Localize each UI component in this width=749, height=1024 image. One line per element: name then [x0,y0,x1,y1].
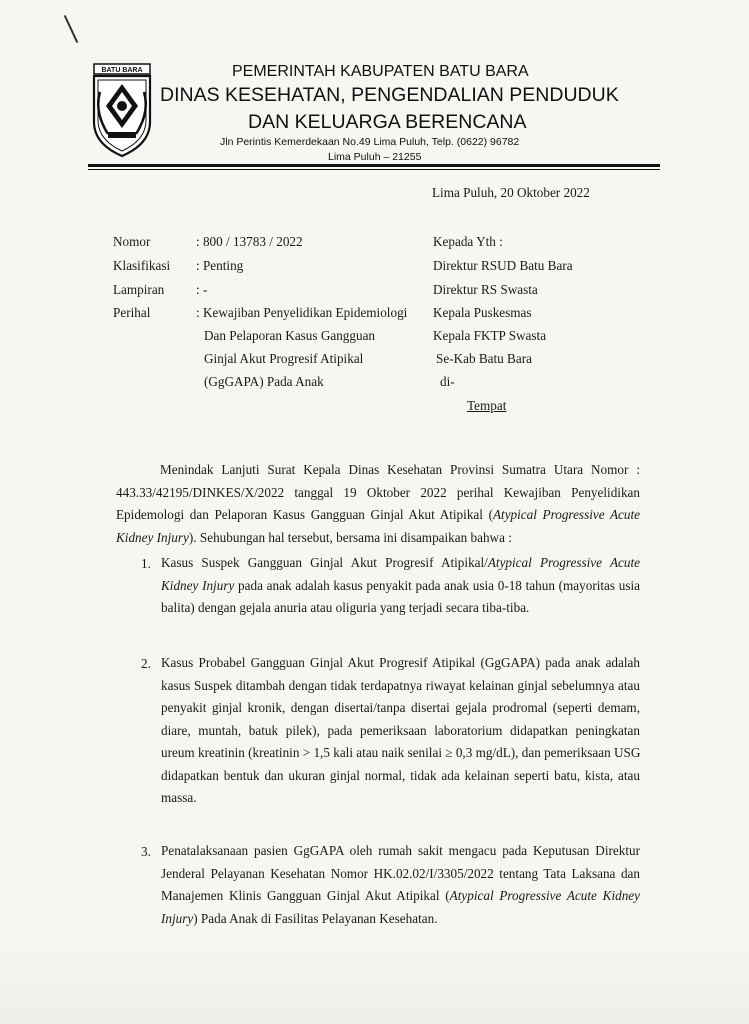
recipient-item: Direktur RS Swasta [433,282,538,297]
item-2-line: penyakit ginjal kronik, dengan disertai/tanpa disertai gejala prodromal (seperti demam, [161,700,640,715]
batu-bara-seal-icon [88,62,156,158]
item-2-line: diare, muntah, batuk pilek), pada pemeriksaan laboratorium didapatkan peningkatan [161,722,640,738]
meta-value-perihal: : Kewajiban Penyelidikan Epidemiologi [196,305,408,320]
item-1-paragraph [161,552,640,620]
perihal-line: (GgGAPA) Pada Anak [204,374,324,389]
intro-line-4: Kidney Injury). Sehubungan hal tersebut, bersama ini disampaikan bahwa : [116,529,512,545]
recipient-greeting: Kepada Yth : [433,234,503,249]
recipient-item: Kepala FKTP Swasta [433,328,547,343]
meta-label-perihal: Perihal [113,305,151,320]
recipient-item: Kepala Puskesmas [433,305,532,320]
letterhead-address: Jln Perintis Kemerdekaan No.49 Lima Puluh, Telp. (0622) 96782 [220,136,520,148]
item-2-paragraph [161,652,640,810]
meta-value-nomor: : 800 / 13783 / 2022 [196,234,303,249]
letterhead-rule [88,164,660,167]
item-1-line: Kasus Suspek Gangguan Ginjal Akut Progresif Atipikal/Atypical Progressive Acute [161,555,640,570]
letterhead-line3: DAN KELUARGA BERENCANA [248,111,527,133]
item-number-3: 3. [141,844,151,859]
item-number-1: 1. [141,556,151,571]
intro-line-1: Menindak Lanjuti Surat Kepala Dinas Kesehatan Provinsi Sumatra Utara Nomor : [160,462,640,477]
intro-line-2: 443.33/42195/DINKES/X/2022 tanggal 19 Oktober 2022 perihal Kewajiban Penyelidikan [116,484,640,500]
recipient-di: di- [440,374,455,389]
item-3-line: Injury) Pada Anak di Fasilitas Pelayanan Kesehatan. [161,910,438,926]
meta-value-klasifikasi: : Penting [196,258,244,273]
item-2-line: didapatkan bentuk dan ukuran ginjal normal, tidak ada kelainan seperti batu, kista, atau [161,767,640,783]
letter-date: Lima Puluh, 20 Oktober 2022 [432,185,590,200]
recipient-item: Direktur RSUD Batu Bara [433,258,573,273]
scan-mark [64,15,78,43]
recipient-item: Se-Kab Batu Bara [436,351,532,366]
meta-label-nomor: Nomor [113,234,151,249]
letterhead-rule-thin [88,169,660,170]
meta-label-lampiran: Lampiran [113,282,165,297]
letterhead-line1: PEMERINTAH KABUPATEN BATU BARA [232,63,529,80]
item-1-line: balita) dengan gejala anuria atau oliguria yang terjadi secara tiba-tiba. [161,600,530,615]
item-2-line: ureum kreatinin (kreatinin > 1,5 kali atau naik senilai ≥ 0,3 mg/dL), dan pemeriksaan USG [161,745,640,760]
page-bottom-fade [0,940,749,1024]
item-1-line: Kidney Injury pada anak adalah kasus penyakit pada anak usia 0-18 tahun (mayoritas usia [161,577,640,593]
intro-line-3: Epidemologi dan Pelaporan Kasus Gangguan Ginjal Akut Atipikal (Atypical Progressive Acute [116,507,640,522]
item-2-line: Kasus Probabel Gangguan Ginjal Akut Progresif Atipikal (GgGAPA) pada anak adalah [161,655,640,670]
svg-text:BATU BARA: BATU BARA [101,67,143,74]
item-number-2: 2. [141,656,151,671]
perihal-line: Dan Pelaporan Kasus Gangguan [204,328,376,343]
meta-label-klasifikasi: Klasifikasi [113,258,171,273]
item-3-line: Jenderal Pelayanan Kesehatan Nomor HK.02.02/I/3305/2022 tentang Tata Laksana dan [161,865,640,881]
letterhead-city-postal: Lima Puluh – 21255 [328,151,422,163]
perihal-line: Ginjal Akut Progresif Atipikal [204,351,364,366]
meta-value-lampiran: : - [196,282,208,297]
item-3-line: Penatalaksanaan pasien GgGAPA oleh rumah sakit mengacu pada Keputusan Direktur [161,843,640,858]
item-3-line: Manajemen Klinis Gangguan Ginjal Akut Atipikal (Atypical Progressive Acute Kidney [161,888,640,903]
item-2-line: massa. [161,790,197,805]
item-2-line: kasus Suspek ditambah dengan tidak terdapatnya riwayat kelainan ginjal sebelumnya atau [161,677,640,693]
letterhead-line2: DINAS KESEHATAN, PENGENDALIAN PENDUDUK [160,84,619,106]
intro-paragraph [116,459,640,549]
item-3-paragraph [161,840,640,930]
recipient-tempat: Tempat [467,398,507,413]
